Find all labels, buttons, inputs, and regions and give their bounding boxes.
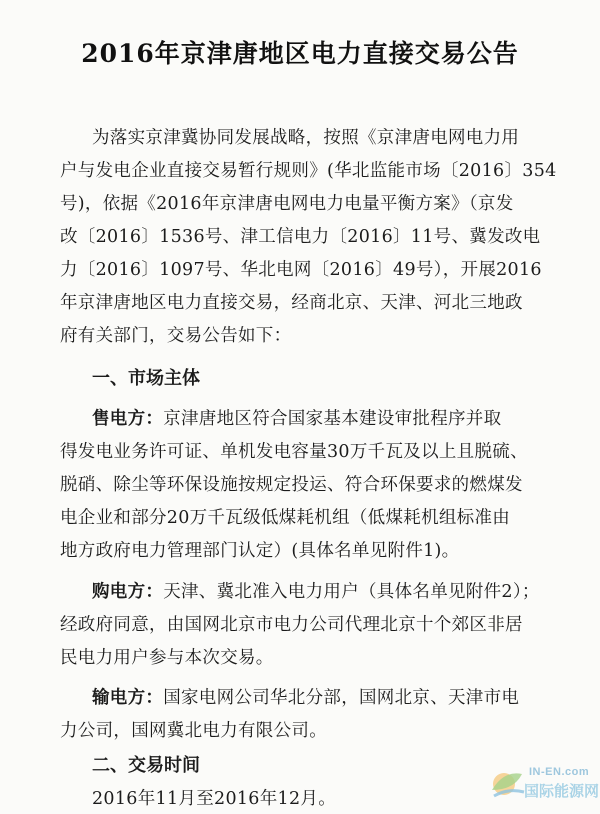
buyer-text: 天津、冀北准入电力用户（具体名单见附件2）； <box>163 582 540 602</box>
buyer-label: 购电方： <box>92 582 164 602</box>
seller-line: 得发电业务许可证、单机发电容量30万千瓦及以上且脱硫、 <box>60 442 528 462</box>
seller-paragraph-line <box>92 405 501 430</box>
watermark-en: IN-EN.com <box>529 766 590 778</box>
seller-line: 电企业和部分20万千瓦级低煤耗机组（低煤耗机组标准由 <box>60 508 511 528</box>
seller-label: 售电方： <box>92 409 164 429</box>
seller-text: 京津唐地区符合国家基本建设审批程序并取 <box>163 409 502 429</box>
intro-line: 府有关部门，交易公告如下： <box>60 326 292 346</box>
transmitter-line: 力公司，国网冀北电力有限公司。 <box>60 721 327 741</box>
transmitter-label: 输电方： <box>92 688 164 708</box>
seller-line: 脱硝、除尘等环保设施按规定投运、符合环保要求的燃煤发 <box>60 475 523 495</box>
intro-line: 年京津唐地区电力直接交易，经商北京、天津、河北三地政 <box>60 293 523 313</box>
intro-line: 户与发电企业直接交易暂行规则》(华北监能市场〔2016〕354 <box>60 161 557 181</box>
buyer-line: 民电力用户参与本次交易。 <box>60 648 274 668</box>
intro-line: 改〔2016〕1536号、津工信电力〔2016〕11号、冀发改电 <box>60 227 541 247</box>
intro-line: 号)，依据《2016年京津唐电网电力电量平衡方案》（京发 <box>60 194 514 214</box>
section-heading-time: 二、交易时间 <box>92 755 200 776</box>
intro-line: 为落实京津冀协同发展战略，按照《京津唐电网电力用 <box>92 128 520 148</box>
watermark-logo <box>484 760 600 806</box>
intro-line: 力〔2016〕1097号、华北电网〔2016〕49号），开展2016 <box>60 260 542 280</box>
buyer-line: 经政府同意，由国网北京市电力公司代理北京十个郊区非居 <box>60 615 523 635</box>
seller-line: 地方政府电力管理部门认定）(具体名单见附件1)。 <box>60 541 460 561</box>
transmitter-text: 国家电网公司华北分部，国网北京、天津市电 <box>163 688 520 708</box>
section-heading-market: 一、市场主体 <box>92 368 200 389</box>
buyer-paragraph-line <box>92 578 540 603</box>
document-title: 2016年京津唐地区电力直接交易公告 <box>81 39 519 68</box>
watermark-cn: 国际能源网 <box>524 782 600 800</box>
transmitter-paragraph-line <box>92 684 519 709</box>
time-line: 2016年11月至2016年12月。 <box>92 789 337 809</box>
sun-leaf-icon <box>484 760 528 804</box>
